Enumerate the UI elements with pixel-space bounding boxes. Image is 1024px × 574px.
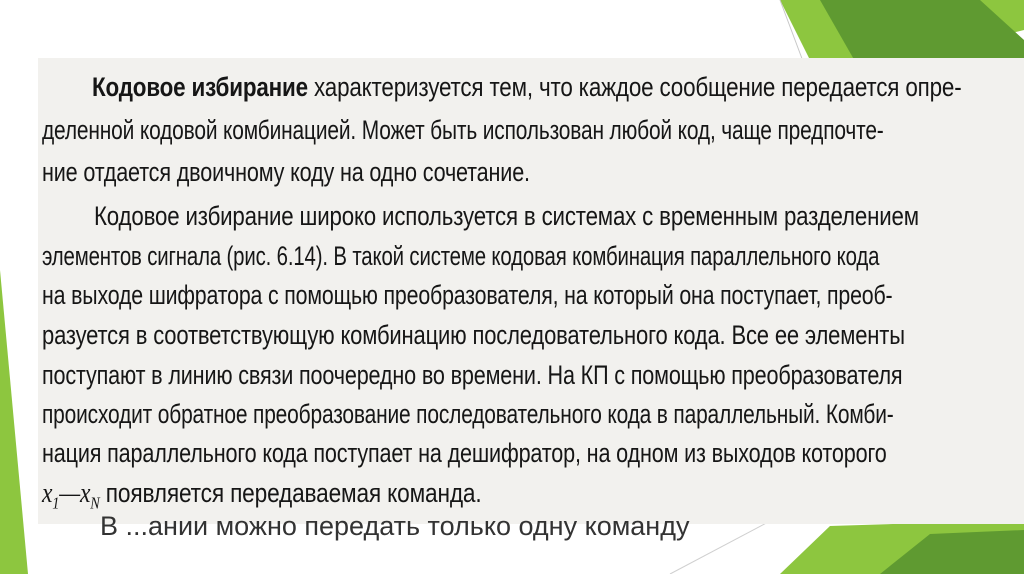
paragraph-2-line-3: на выходе шифратора с помощью преобразователя, на который она поступает, преоб- (42, 280, 893, 310)
term-kodovoe-izbiranie: Кодовое избирание (92, 72, 308, 102)
scanned-text-page (38, 58, 1024, 541)
paragraph-2-line-5: поступают в линию связи поочередно во времени. На КП с помощью преобразователя (42, 360, 903, 390)
line-8-rest: появляется передаваемая команда. (99, 478, 482, 508)
paragraph-1-line-3: ние отдается двоичному коду на одно сочетание. (42, 157, 530, 187)
cut-off-line-text: В ...ании можно передать только одну команду (100, 511, 690, 541)
paragraph-1-line-2: деленной кодовой комбинацией. Может быть использован любой код, чаще предпочте- (42, 115, 884, 145)
paragraph-2-line-4: разуется в соответствующую комбинацию последовательного кода. Все ее элементы (42, 320, 905, 350)
paragraph-1-line-1 (92, 72, 962, 102)
formula-x1-xn: $x_1—x_N$ (42, 478, 100, 513)
line-1-rest: характеризуется тем, что каждое сообщение передается опре- (307, 72, 962, 102)
paragraph-2-line-7: нация параллельного кода поступает на дешифратор, на одном из выходов которого (42, 438, 887, 468)
left-green-decoration (0, 270, 40, 574)
paragraph-2-line-1: Кодовое избирание широко используется в системах с временным разделением (94, 201, 919, 231)
paragraph-2-line-6: происходит обратное преобразование последовательного кода в параллельный. Комби- (42, 399, 894, 429)
cut-off-line (38, 508, 1024, 541)
paragraph-2-line-2: элементов сигнала (рис. 6.14). В такой системе кодовая комбинация параллельного кода (42, 241, 880, 271)
left-green-shape (0, 270, 28, 574)
